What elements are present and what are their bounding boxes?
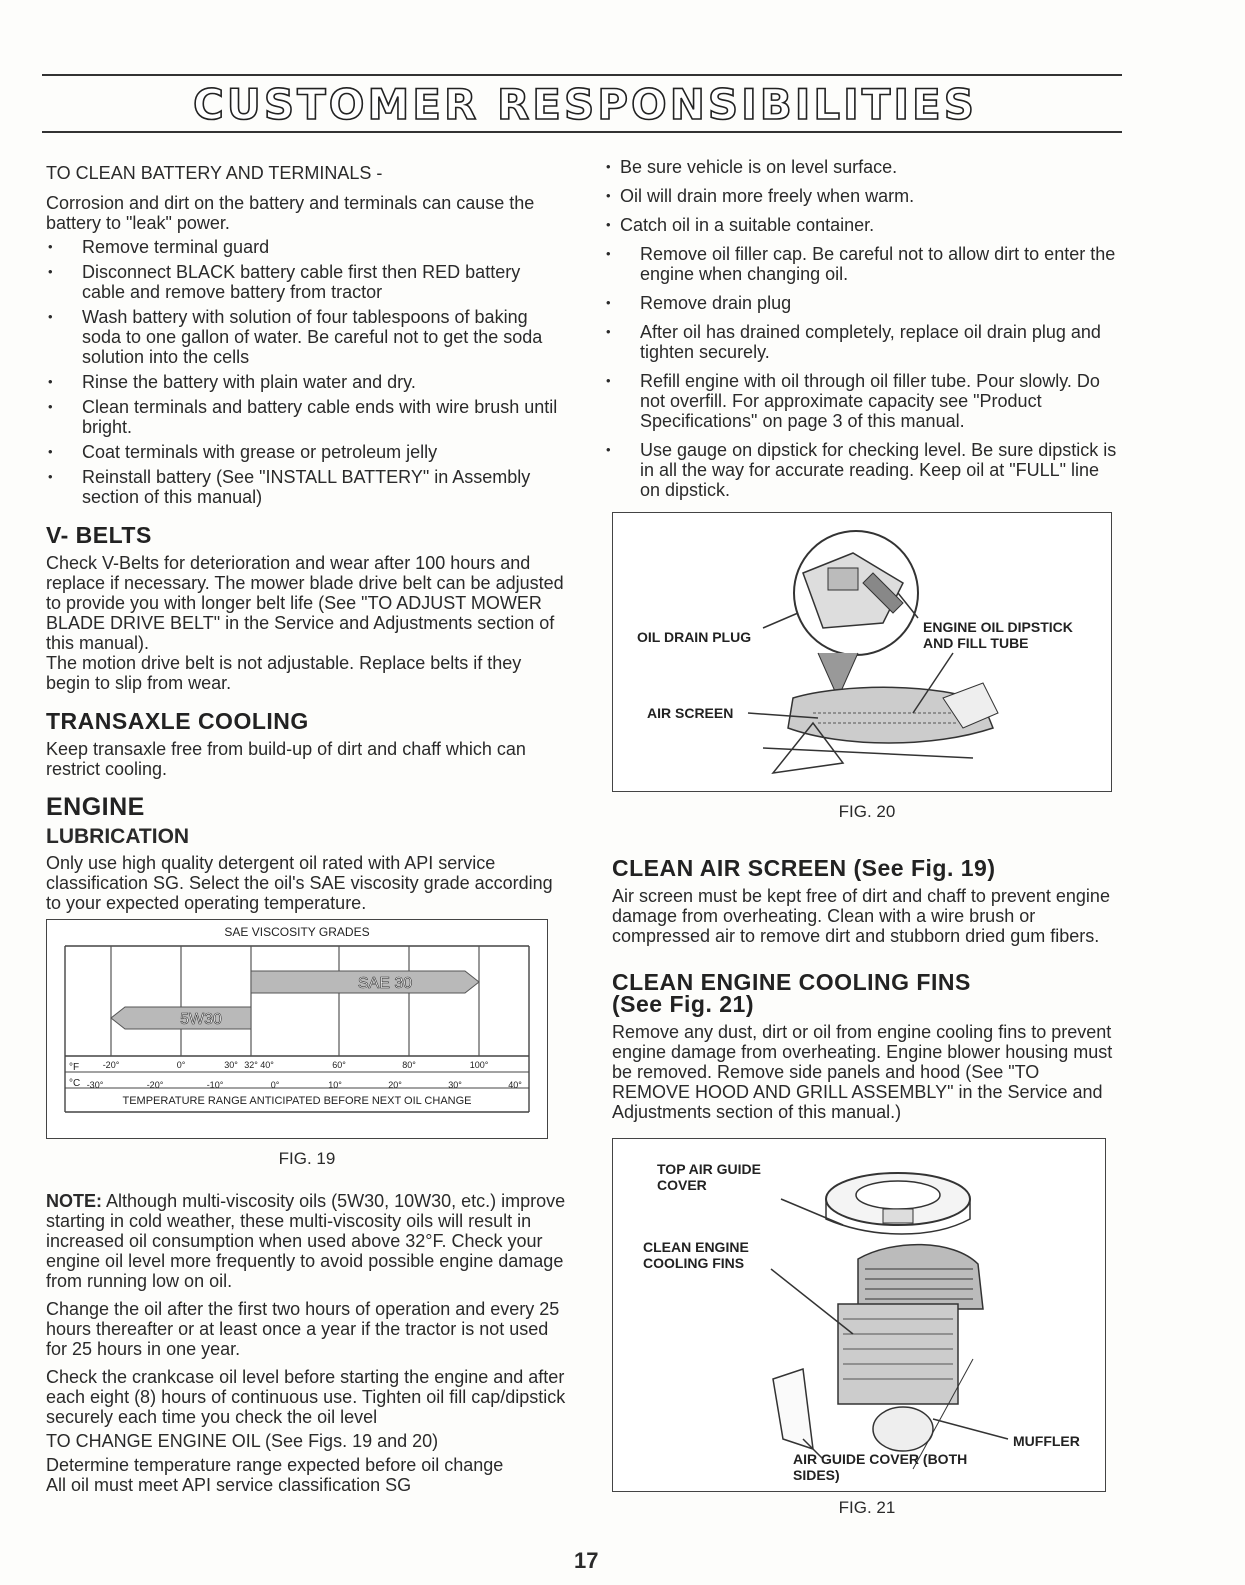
oil-note <box>46 1191 568 1291</box>
cooling-fins-label: CLEAN ENGINE COOLING FINS <box>643 1239 749 1271</box>
battery-intro: Corrosion and dirt on the battery and terminals can cause the battery to "leak" power. <box>46 193 535 233</box>
engine-heading: ENGINE <box>46 793 145 821</box>
unit-label-c: °C <box>69 1078 81 1089</box>
fins-subheading: (See Fig. 21) <box>612 991 754 1017</box>
battery-heading: TO CLEAN BATTERY AND TERMINALS - <box>46 163 383 183</box>
vbelts-heading: V- BELTS <box>46 522 152 548</box>
list-item: • Reinstall battery (See "INSTALL BATTERY" in Assembly section of this manual) <box>46 467 568 507</box>
list-item: • Remove terminal guard <box>46 237 568 257</box>
fig20-caption: FIG. 20 <box>838 802 896 821</box>
fig19-caption: FIG. 19 <box>278 1149 336 1168</box>
c-tick-label: -10° <box>206 1080 224 1090</box>
dipstick-label: ENGINE OIL DIPSTICK AND FILL TUBE <box>923 619 1073 651</box>
list-item: • Clean terminals and battery cable ends with wire brush until bright. <box>46 397 568 437</box>
change-oil-heading: TO CHANGE ENGINE OIL (See Figs. 19 and 20) <box>46 1431 439 1451</box>
check-text: Check the crankcase oil level before starting the engine and after each eight (8) hours of continuous use. Tighten oil fill cap/dipstick securely each time you check the oil level <box>46 1367 566 1427</box>
vbelts-text: Check V-Belts for deterioration and wear after 100 hours and replace if necessary. The mower blade drive belt can be adjusted to provide you with longer belt life (See "TO ADJUST MOWER BLADE DRIVE BELT" in the Service and Adjustments section of this manual). <box>46 553 564 653</box>
c-tick-label: 0° <box>270 1080 280 1090</box>
muffler-label: MUFFLER <box>1013 1433 1080 1449</box>
right-column <box>612 157 1122 1518</box>
list-item: • Remove drain plug <box>612 293 1122 313</box>
unit-label-f: °F <box>69 1062 80 1073</box>
list-item: • Wash battery with solution of four tablespoons of baking soda to one gallon of water. Be careful not to get the soda solution into the cells <box>46 307 568 367</box>
f-tick-label: 60° <box>332 1060 346 1070</box>
fig20-illustration <box>612 512 1112 792</box>
vbelts-text-2: The motion drive belt is not adjustable. Replace belts if they begin to slip from wear. <box>46 653 522 693</box>
air-screen-text: Air screen must be kept free of dirt and chaff to prevent engine damage from overheating. Clean with a wire brush or compressed air to remove dirt and stubborn dried gum fibers. <box>612 886 1110 946</box>
transaxle-text: Keep transaxle free from build-up of dirt and chaff which can restrict cooling. <box>46 739 526 779</box>
list-item: • Be sure vehicle is on level surface. <box>612 157 1122 177</box>
chart-title: SAE VISCOSITY GRADES <box>224 925 370 939</box>
change-text: Change the oil after the first two hours of operation and every 25 hours thereafter or at least once a year if the tractor is not used for 25 hours in one year. <box>46 1299 560 1359</box>
determine-text: Determine temperature range expected before oil change <box>46 1455 504 1475</box>
list-item: • Oil will drain more freely when warm. <box>612 186 1122 206</box>
f-tick-label: 100° <box>469 1060 489 1070</box>
viscosity-bar-label: SAE 30 <box>357 975 413 992</box>
air-guide-label: AIR GUIDE COVER (BOTH SIDES) <box>793 1451 968 1483</box>
chart-xlabel: TEMPERATURE RANGE ANTICIPATED BEFORE NEXT OIL CHANGE <box>122 1095 472 1107</box>
fig21-caption: FIG. 21 <box>838 1498 896 1517</box>
list-item: • Refill engine with oil through oil filler tube. Pour slowly. Do not overfill. For approximate capacity see "Product Specifications" on page 3 of this manual. <box>612 371 1122 431</box>
left-column <box>46 163 568 1495</box>
page-number: 17 <box>574 1548 599 1573</box>
fig21-illustration <box>612 1138 1106 1492</box>
c-tick-label: 10° <box>328 1080 342 1090</box>
f-tick-label: 0° <box>176 1060 186 1070</box>
header-rule-bottom <box>42 131 1122 133</box>
engine-oil-illustration <box>613 513 1111 791</box>
c-tick-label: 20° <box>388 1080 402 1090</box>
list-item: • Remove oil filler cap. Be careful not to allow dirt to enter the engine when changing oil. <box>612 244 1122 284</box>
list-item: • Catch oil in a suitable container. <box>612 215 1122 235</box>
list-item: • After oil has drained completely, replace oil drain plug and tighten securely. <box>612 322 1122 362</box>
c-tick-label: 40° <box>508 1080 522 1090</box>
top-air-guide-label: TOP AIR GUIDE COVER <box>657 1161 761 1193</box>
oil-change-steps <box>612 157 1122 500</box>
lubrication-heading: LUBRICATION <box>46 825 190 848</box>
f-tick-label: 40° <box>260 1060 274 1070</box>
note-text: Although multi-viscosity oils (5W30, 10W30, etc.) improve starting in cold weather, these multi-viscosity oils will result in increased oil consumption when used above 32°F. Check your engine oil level more frequently to avoid possible engine damage from running low on oil. <box>46 1191 566 1291</box>
list-item: • Coat terminals with grease or petroleum jelly <box>46 442 568 462</box>
c-tick-label: -20° <box>146 1080 164 1090</box>
c-tick-label: 30° <box>448 1080 462 1090</box>
c-tick-label: -30° <box>86 1080 104 1090</box>
f-tick-label: 32° <box>244 1060 258 1070</box>
viscosity-bar-label: 5W30 <box>180 1011 222 1028</box>
air-screen-label: AIR SCREEN <box>647 705 734 721</box>
list-item: • Disconnect BLACK battery cable first then RED battery cable and remove battery from tractor <box>46 262 568 302</box>
air-screen-heading: CLEAN AIR SCREEN (See Fig. 19) <box>612 855 996 881</box>
lubrication-text: Only use high quality detergent oil rated with API service classification SG. Select the oil's SAE viscosity grade according to your expected operating temperature. <box>46 853 553 913</box>
f-tick-label: 30° <box>224 1060 238 1070</box>
list-item: • Rinse the battery with plain water and dry. <box>46 372 568 392</box>
oil-drain-plug-label: OIL DRAIN PLUG <box>637 629 752 645</box>
api-text: All oil must meet API service classification SG <box>46 1475 412 1495</box>
header-rule-top <box>42 74 1122 76</box>
battery-steps <box>46 237 568 507</box>
list-item: • Use gauge on dipstick for checking level. Be sure dipstick is in all the way for accurate reading. Keep oil at "FULL" line on dipstick. <box>612 440 1122 500</box>
fins-text: Remove any dust, dirt or oil from engine cooling fins to prevent engine damage from overheating. Engine blower housing must be removed. Remove side panels and hood (See "TO REMOVE HOOD AND GRILL ASSEMBLY" in the Service and Adjustments section of this manual.) <box>612 1022 1113 1122</box>
fins-heading: CLEAN ENGINE COOLING FINS <box>612 969 971 995</box>
page-title: CUSTOMER RESPONSIBILITIES <box>192 80 978 129</box>
transaxle-heading: TRANSAXLE COOLING <box>46 708 309 734</box>
f-tick-label: 80° <box>402 1060 416 1070</box>
viscosity-chart <box>46 919 548 1139</box>
viscosity-chart-svg <box>47 920 547 1138</box>
f-tick-label: -20° <box>102 1060 120 1070</box>
note-label: NOTE: <box>46 1191 102 1211</box>
